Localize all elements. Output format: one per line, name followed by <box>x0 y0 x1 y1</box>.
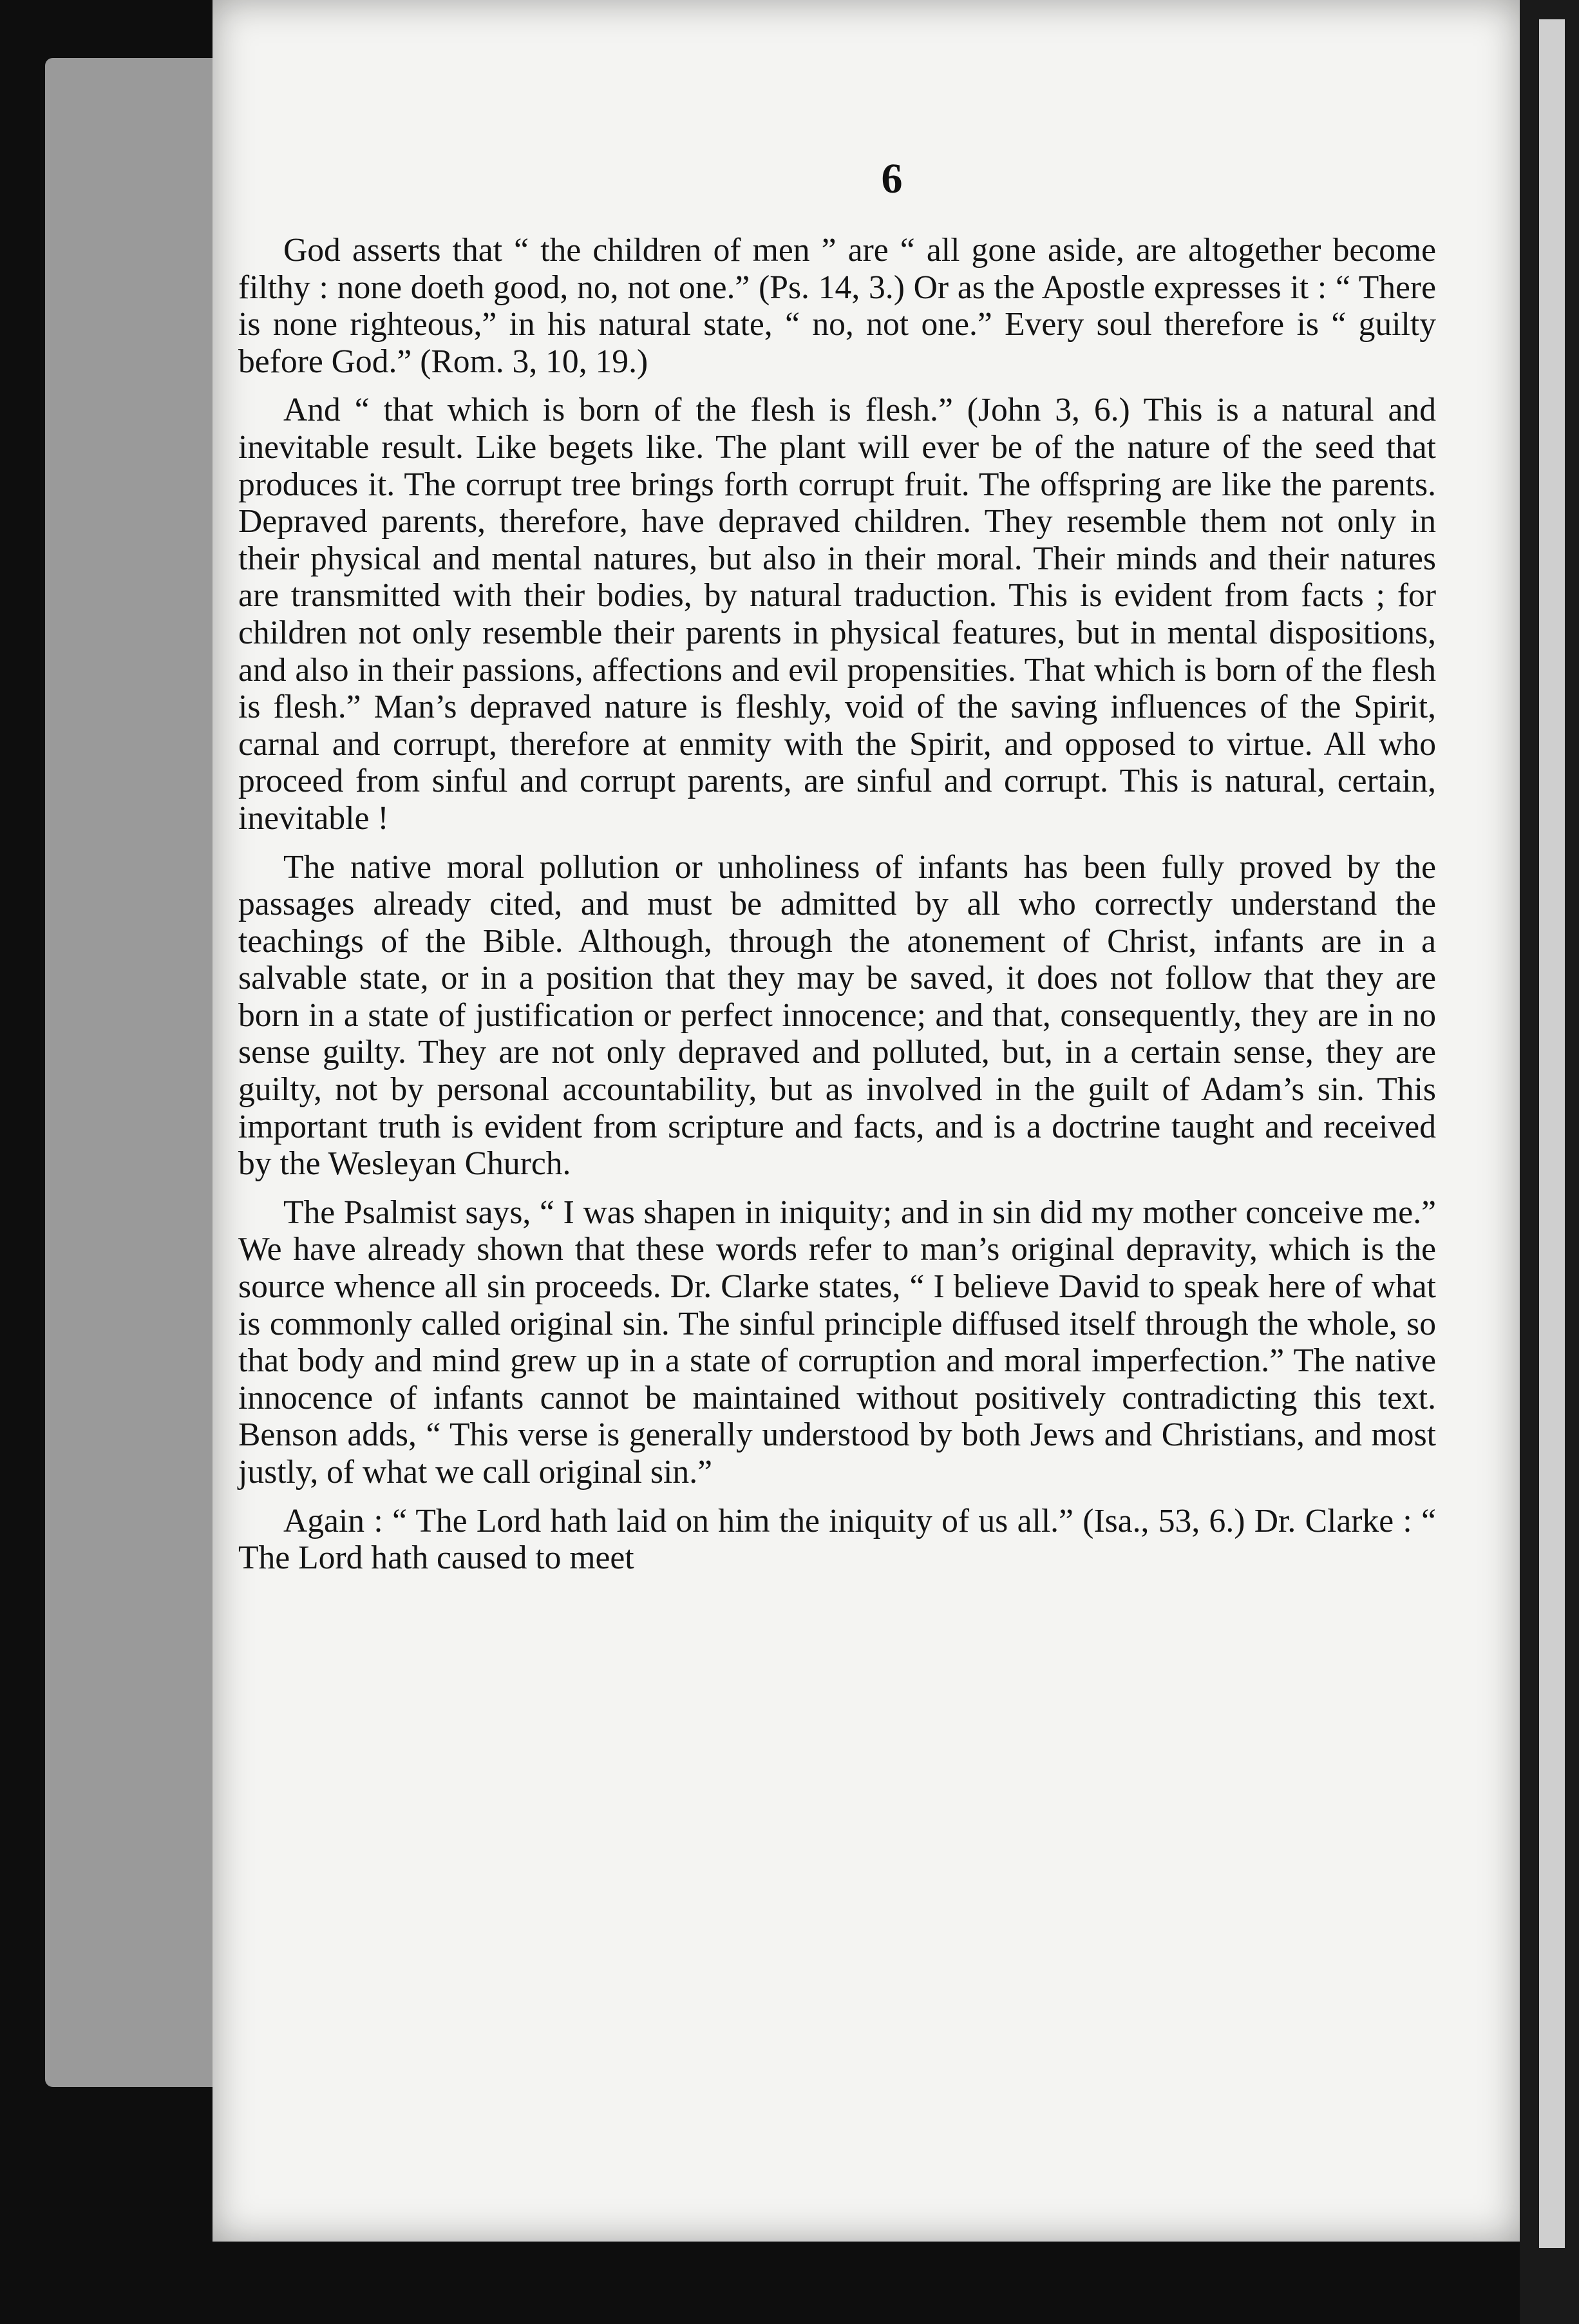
paragraph-5: Again : “ The Lord hath laid on him the iniquity of us all.” (Isa., 53, 6.) Dr. Clarke : “ The Lord hath caused to meet <box>238 1502 1436 1577</box>
next-page-edge <box>1539 19 1565 2248</box>
right-margin-strip <box>1520 0 1579 2324</box>
paragraph-1: God asserts that “ the children of men ” are “ all gone aside, are altogether become filthy : none doeth good, no, not one.” (Ps. 14, 3.) Or as the Apostle expresses it : “ There is none righteous,” in his natural state, “ no, not one.” Every soul therefore is “ guilty before God.” (Rom. 3, 10, 19.) <box>238 232 1436 380</box>
paragraph-4: The Psalmist says, “ I was shapen in iniquity; and in sin did my mother conceive me.” We have already shown that these words refer to man’s original depravity, which is the source whence all sin proceeds. Dr. Clarke states, “ I believe David to speak here of what is commonly called original sin. The sinful principle diffused itself through the whole, so that body and mind grew up in a state of corruption and moral imperfection.” The native innocence of infants cannot be maintained without positively contradicting this text. Benson adds, “ This verse is generally understood by both Jews and Christians, and most justly, of what we call original sin.” <box>238 1194 1436 1491</box>
page-number: 6 <box>881 155 903 202</box>
paragraph-3: The native moral pollution or unholiness of infants has been fully proved by the passages already cited, and must be admitted by all who correctly understand the teachings of the Bible. Although, through the atonement of Christ, infants are in a salvable state, or in a position that they may be saved, it does not follow that they are born in a state of justification or perfect innocence; and that, consequently, they are in no sense guilty. They are not only depraved and polluted, but, in a certain sense, they are guilty, not by personal accountability, but as involved in the guilt of Adam’s sin. This important truth is evident from scripture and facts, and is a doctrine taught and received by the Wesleyan Church. <box>238 848 1436 1183</box>
paragraph-2: And “ that which is born of the flesh is flesh.” (John 3, 6.) This is a natural and inevitable result. Like begets like. The plant will ever be of the nature of the seed that produces it. The corrupt tree brings forth corrupt fruit. The offspring are like the parents. Depraved parents, therefore, have depraved children. They resemble them not only in their physical and mental natures, but also in their moral. Their minds and their natures are transmitted with their bodies, by natural traduction. This is evident from facts ; for children not only resemble their parents in physical features, but in mental dispositions, and also in their passions, affections and evil propensities. That which is born of the flesh is flesh.” Man’s depraved nature is fleshly, void of the saving influences of the Spirit, carnal and corrupt, therefore at enmity with the Spirit, and opposed to virtue. All who proceed from sinful and corrupt parents, are sinful and corrupt. This is natural, certain, inevitable ! <box>238 392 1436 837</box>
body-text <box>238 232 1436 1588</box>
